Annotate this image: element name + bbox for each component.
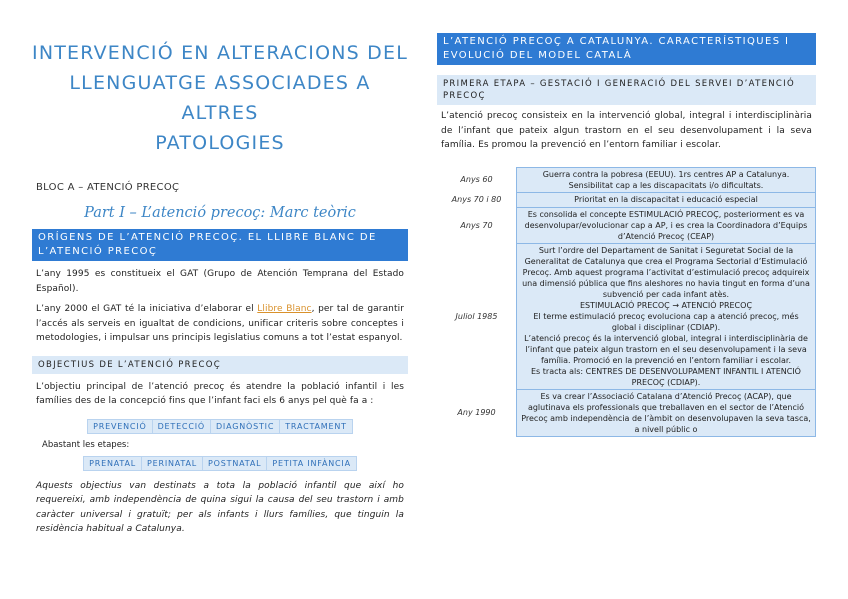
timeline-row [437, 389, 816, 436]
timeline-event: Guerra contra la pobresa (EEUU). 1rs centres AP a Catalunya. Sensibilitat cap a les discapacitats i/o dificultats. [517, 167, 816, 192]
bloc-label: BLOC A – ATENCIÓ PRECOÇ [36, 182, 180, 193]
paragraph [36, 302, 404, 346]
section-heading-catalunya: L’ATENCIÓ PRECOÇ A CATALUNYA. CARACTERÍSTIQUES I EVOLUCIÓ DEL MODEL CATALÀ [437, 33, 816, 65]
event-line: Es tracta als: CENTRES DE DESENVOLUPAMENT INFANTIL I ATENCIÓ PRECOÇ (CDIAP). [531, 366, 801, 387]
timeline-event: Prioritat en la discapacitat i educació especial [517, 192, 816, 207]
stage-tag: POSTNATAL [203, 456, 267, 470]
timeline-year: Juliol 1985 [455, 311, 498, 321]
timeline-event: Es consolida el concepte ESTIMULACIÓ PRECOÇ, posteriorment es va desenvolupar/evolucionar cap a AP, i es crea la Coordinadora d’Equips d’Atenció Precoç (CEAP) [517, 207, 816, 243]
timeline-row [437, 243, 816, 389]
stage-tag: PERINATAL [142, 456, 203, 470]
objective-tag: TRACTAMENT [280, 419, 353, 433]
event-line: Surt l’ordre del Departament de Sanitat i Seguretat Social de la Generalitat de Catalunya que crea el Programa Sectorial d’Estimulació Precoç. Amb aquest programa l’activitat d’estimulació precoç adquireix una dimensió pública que fins aleshores no havia tingut en forma d’una subvenció per cada infant atès. [522, 245, 810, 299]
llibre-blanc-link[interactable]: Llibre Blanc [257, 304, 312, 314]
stages-table [83, 456, 357, 471]
timeline-row [437, 207, 816, 243]
section-heading-origins: ORÍGENS DE L’ATENCIÓ PRECOÇ. EL LLIBRE BLANC DE L’ATENCIÓ PRECOÇ [32, 229, 408, 261]
title-line: PATOLOGIES [155, 132, 285, 154]
timeline-row [437, 192, 816, 207]
stage-tag: PETITA INFÀNCIA [267, 456, 357, 470]
timeline-year: Anys 70 i 80 [451, 195, 502, 204]
timeline-year: Anys 60 [460, 175, 493, 184]
timeline-year: Any 1990 [457, 408, 496, 417]
objective-tag: DIAGNÒSTIC [210, 419, 279, 433]
objective-tag: PREVENCIÓ [88, 419, 152, 433]
text: , per tal de garantir l’accés als serveis en igualtat de condicions, unificar criteris sobre conceptes i metodologies, i impulsar uns principis legislatius comuns a tot l’estat espanyol. [36, 304, 405, 343]
section-heading-objectives: OBJECTIUS DE L’ATENCIÓ PRECOÇ [32, 356, 408, 374]
timeline-event: Es va crear l’Associació Catalana d’Atenció Precoç (ACAP), que aglutinava els professionals que treballaven en el sector de l’Atenció Precoç amb independència de l’àmbit on desenvolupaven la seva tasca, a nivell públic o [517, 389, 816, 436]
timeline-table [437, 167, 816, 437]
event-line: ESTIMULACIÓ PRECOÇ → ATENCIÓ PRECOÇ [579, 300, 753, 310]
left-column [32, 30, 408, 543]
part-title: Part I – L’atenció precoç: Marc teòric [84, 205, 356, 221]
paragraph: L’objectiu principal de l’atenció precoç és atendre la població infantil i les famílies des de la concepció fins que l’infant faci els 6 anys pel què fa a : [36, 381, 404, 406]
title-line: INTERVENCIÓ EN ALTERACIONS DEL [32, 42, 408, 64]
stage-tag: PRENATAL [84, 456, 142, 470]
text: L’any 2000 el GAT té la iniciativa d’elaborar el [36, 304, 258, 314]
title-line: LLENGUATGE ASSOCIADES A ALTRES [69, 72, 371, 124]
event-line: El terme estimulació precoç evoluciona cap a atenció precoç, més global i disciplinar (CDIAP). [533, 311, 799, 332]
timeline-event [517, 243, 816, 389]
event-line: L’atenció precoç és la intervenció global, integral i interdisciplinària de l’infant que pateix algun trastorn en el seu desenvolupament i la seva família. Promoció en la prevenció en l’entorn familiar i escolar. [524, 333, 808, 365]
paragraph: L’any 1995 es constitueix el GAT (Grupo de Atención Temprana del Estado Español). [36, 269, 404, 294]
paragraph: Aquests objectius van destinats a tota la població infantil que així ho requereixi, amb independència de quina sigui la causa del seu trastorn i amb caràcter universal i gratuït; per als infants i llurs famílies, que tinguin la residència habitual a Catalunya. [36, 480, 404, 534]
etapes-label: Abastant les etapes: [42, 439, 130, 450]
objectives-table [87, 419, 353, 434]
paragraph: L’atenció precoç consisteix en la intervenció global, integral i interdisciplinària de l’infant que pateix algun trastorn en el seu desenvolupament i la seva família. Es promou la prevenció en l’entorn familiar i escolar. [441, 111, 812, 150]
right-column [437, 33, 816, 437]
main-title [32, 30, 408, 158]
timeline-year: Anys 70 [460, 220, 493, 230]
timeline-row [437, 167, 816, 192]
objective-tag: DETECCIÓ [152, 419, 210, 433]
subheading-primera-etapa: PRIMERA ETAPA – GESTACIÓ I GENERACIÓ DEL SERVEI D’ATENCIÓ PRECOÇ [437, 75, 816, 105]
